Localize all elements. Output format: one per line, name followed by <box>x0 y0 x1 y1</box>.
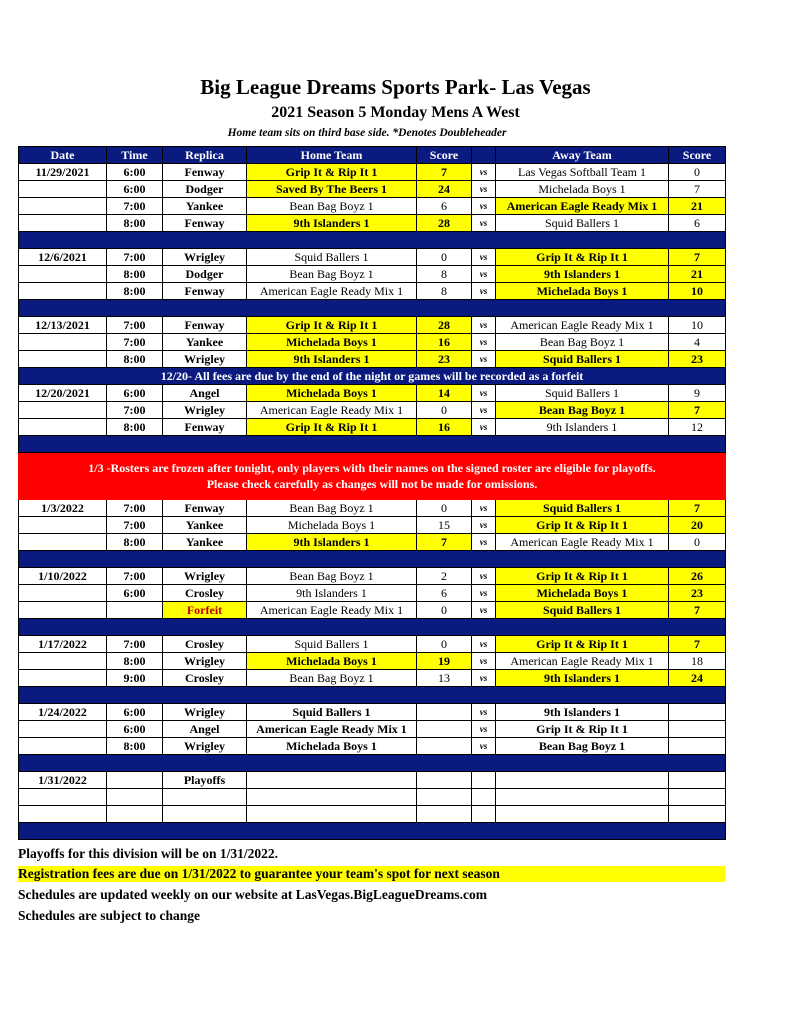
home-team-cell: Michelada Boys 1 <box>247 517 417 534</box>
vs-cell: vs <box>472 568 496 585</box>
vs-cell: vs <box>472 266 496 283</box>
away-score-cell: 18 <box>669 653 726 670</box>
home-team-cell <box>247 806 417 823</box>
home-team-cell: Grip It & Rip It 1 <box>247 419 417 436</box>
footer-website-note: Schedules are updated weekly on our website at LasVegas.BigLeagueDreams.com <box>18 887 488 902</box>
table-row <box>19 198 726 215</box>
vs-cell: vs <box>472 517 496 534</box>
replica-cell: Fenway <box>163 283 247 300</box>
away-team-cell: 9th Islanders 1 <box>496 704 669 721</box>
table-row <box>19 385 726 402</box>
notice-banner: 12/20- All fees are due by the end of the night or games will be recorded as a forfeit <box>19 368 726 385</box>
table-row <box>19 500 726 517</box>
time-cell: 6:00 <box>107 181 163 198</box>
replica-cell: Dodger <box>163 181 247 198</box>
replica-cell: Wrigley <box>163 351 247 368</box>
date-cell: 1/24/2022 <box>19 704 107 721</box>
date-cell <box>19 215 107 232</box>
col-header-date: Date <box>19 147 107 164</box>
time-cell: 6:00 <box>107 721 163 738</box>
date-cell <box>19 402 107 419</box>
away-score-cell: 0 <box>669 534 726 551</box>
away-score-cell: 12 <box>669 419 726 436</box>
col-header-home-score: Score <box>417 147 472 164</box>
vs-cell: vs <box>472 721 496 738</box>
replica-cell: Crosley <box>163 636 247 653</box>
vs-cell: vs <box>472 402 496 419</box>
table-row <box>19 419 726 436</box>
away-score-cell: 4 <box>669 334 726 351</box>
replica-cell: Angel <box>163 385 247 402</box>
replica-cell: Dodger <box>163 266 247 283</box>
replica-cell: Angel <box>163 721 247 738</box>
roster-alert-line-2: Please check carefully as changes will not be made for omissions. <box>206 477 538 491</box>
table-row <box>19 704 726 721</box>
home-team-cell: Bean Bag Boyz 1 <box>247 266 417 283</box>
time-cell: 9:00 <box>107 670 163 687</box>
time-cell: 8:00 <box>107 738 163 755</box>
date-cell <box>19 517 107 534</box>
col-header-home-team: Home Team <box>247 147 417 164</box>
vs-cell: vs <box>472 215 496 232</box>
table-row <box>19 636 726 653</box>
home-score-cell: 2 <box>417 568 472 585</box>
home-score-cell: 0 <box>417 402 472 419</box>
away-team-cell: Grip It & Rip It 1 <box>496 517 669 534</box>
home-score-cell: 7 <box>417 164 472 181</box>
home-score-cell <box>417 772 472 789</box>
away-score-cell: 7 <box>669 636 726 653</box>
vs-cell: vs <box>472 317 496 334</box>
col-header-away-score: Score <box>669 147 726 164</box>
home-score-cell: 6 <box>417 585 472 602</box>
home-score-cell: 7 <box>417 534 472 551</box>
vs-cell: vs <box>472 164 496 181</box>
col-header-away-team: Away Team <box>496 147 669 164</box>
time-cell: 7:00 <box>107 317 163 334</box>
date-cell <box>19 738 107 755</box>
away-team-cell: Bean Bag Boyz 1 <box>496 402 669 419</box>
time-cell: 7:00 <box>107 500 163 517</box>
away-team-cell: Squid Ballers 1 <box>496 351 669 368</box>
date-cell <box>19 181 107 198</box>
separator-row <box>19 300 726 317</box>
table-row <box>19 402 726 419</box>
vs-cell: vs <box>472 181 496 198</box>
time-cell <box>107 789 163 806</box>
away-score-cell: 6 <box>669 215 726 232</box>
vs-cell: vs <box>472 585 496 602</box>
home-score-cell: 0 <box>417 500 472 517</box>
table-row <box>19 266 726 283</box>
vs-cell: vs <box>472 653 496 670</box>
home-team-cell: American Eagle Ready Mix 1 <box>247 721 417 738</box>
separator-cell <box>19 687 726 704</box>
date-cell <box>19 534 107 551</box>
time-cell: 6:00 <box>107 704 163 721</box>
date-cell: 11/29/2021 <box>19 164 107 181</box>
roster-alert-row <box>19 453 726 500</box>
home-team-cell: 9th Islanders 1 <box>247 585 417 602</box>
replica-cell: Wrigley <box>163 738 247 755</box>
separator-row <box>19 436 726 453</box>
home-score-cell: 24 <box>417 181 472 198</box>
vs-cell: vs <box>472 500 496 517</box>
date-cell <box>19 198 107 215</box>
home-score-cell: 15 <box>417 517 472 534</box>
table-row <box>19 317 726 334</box>
vs-cell: vs <box>472 534 496 551</box>
time-cell: 8:00 <box>107 653 163 670</box>
replica-cell: Yankee <box>163 534 247 551</box>
home-team-cell: Squid Ballers 1 <box>247 249 417 266</box>
away-team-cell: Las Vegas Softball Team 1 <box>496 164 669 181</box>
vs-cell: vs <box>472 419 496 436</box>
home-team-cell: Michelada Boys 1 <box>247 385 417 402</box>
home-team-cell: Bean Bag Boyz 1 <box>247 568 417 585</box>
date-cell: 12/6/2021 <box>19 249 107 266</box>
separator-row <box>19 619 726 636</box>
vs-cell: vs <box>472 636 496 653</box>
time-cell: 8:00 <box>107 266 163 283</box>
time-cell: 6:00 <box>107 164 163 181</box>
table-row <box>19 283 726 300</box>
home-team-cell: 9th Islanders 1 <box>247 215 417 232</box>
away-score-cell: 21 <box>669 266 726 283</box>
table-row <box>19 738 726 755</box>
time-cell: 7:00 <box>107 402 163 419</box>
vs-cell: vs <box>472 334 496 351</box>
time-cell: 6:00 <box>107 385 163 402</box>
time-cell: 8:00 <box>107 419 163 436</box>
home-team-cell: American Eagle Ready Mix 1 <box>247 283 417 300</box>
time-cell <box>107 602 163 619</box>
page-title: Big League Dreams Sports Park- Las Vegas <box>200 75 591 99</box>
separator-cell <box>19 619 726 636</box>
home-score-cell: 19 <box>417 653 472 670</box>
away-team-cell: 9th Islanders 1 <box>496 670 669 687</box>
table-row <box>19 602 726 619</box>
away-score-cell <box>669 721 726 738</box>
col-header-replica: Replica <box>163 147 247 164</box>
home-team-cell: Grip It & Rip It 1 <box>247 317 417 334</box>
time-cell: 8:00 <box>107 534 163 551</box>
away-score-cell <box>669 738 726 755</box>
date-cell: 1/3/2022 <box>19 500 107 517</box>
separator-row <box>19 551 726 568</box>
date-cell <box>19 283 107 300</box>
date-cell: 1/17/2022 <box>19 636 107 653</box>
away-team-cell: 9th Islanders 1 <box>496 419 669 436</box>
replica-cell: Fenway <box>163 164 247 181</box>
table-row <box>19 772 726 789</box>
footer-registration-note: Registration fees are due on 1/31/2022 to guarantee your team's spot for next season <box>18 866 725 882</box>
replica-cell: Forfeit <box>163 602 247 619</box>
away-score-cell <box>669 806 726 823</box>
table-row <box>19 806 726 823</box>
away-team-cell <box>496 789 669 806</box>
away-score-cell: 7 <box>669 181 726 198</box>
col-header-time: Time <box>107 147 163 164</box>
away-team-cell: Michelada Boys 1 <box>496 181 669 198</box>
time-cell: 8:00 <box>107 351 163 368</box>
footer-change-note: Schedules are subject to change <box>18 908 200 923</box>
page-subtitle: 2021 Season 5 Monday Mens A West <box>271 104 520 121</box>
table-row <box>19 585 726 602</box>
separator-cell <box>19 551 726 568</box>
replica-cell: Wrigley <box>163 402 247 419</box>
away-score-cell: 23 <box>669 351 726 368</box>
away-team-cell: 9th Islanders 1 <box>496 266 669 283</box>
home-score-cell: 8 <box>417 266 472 283</box>
home-score-cell: 28 <box>417 317 472 334</box>
date-cell <box>19 653 107 670</box>
table-header-row <box>19 147 726 164</box>
time-cell: 7:00 <box>107 517 163 534</box>
vs-cell: vs <box>472 738 496 755</box>
date-cell <box>19 266 107 283</box>
home-team-cell: Michelada Boys 1 <box>247 738 417 755</box>
away-team-cell: American Eagle Ready Mix 1 <box>496 534 669 551</box>
vs-cell: vs <box>472 385 496 402</box>
roster-alert-line-1: 1/3 -Rosters are frozen after tonight, only players with their names on the signed roster are eligible for playoffs. <box>88 461 656 475</box>
time-cell: 7:00 <box>107 249 163 266</box>
separator-cell <box>19 232 726 249</box>
table-row <box>19 534 726 551</box>
home-team-cell: Michelada Boys 1 <box>247 334 417 351</box>
replica-cell: Wrigley <box>163 704 247 721</box>
date-cell <box>19 789 107 806</box>
away-score-cell: 9 <box>669 385 726 402</box>
replica-cell: Yankee <box>163 198 247 215</box>
away-team-cell: Michelada Boys 1 <box>496 283 669 300</box>
away-score-cell <box>669 772 726 789</box>
away-team-cell: American Eagle Ready Mix 1 <box>496 653 669 670</box>
vs-cell: vs <box>472 351 496 368</box>
away-score-cell: 7 <box>669 249 726 266</box>
replica-cell: Wrigley <box>163 249 247 266</box>
away-score-cell <box>669 789 726 806</box>
time-cell: 8:00 <box>107 215 163 232</box>
home-score-cell: 6 <box>417 198 472 215</box>
away-team-cell: Bean Bag Boyz 1 <box>496 738 669 755</box>
home-score-cell: 0 <box>417 636 472 653</box>
away-team-cell <box>496 772 669 789</box>
time-cell: 7:00 <box>107 334 163 351</box>
table-row <box>19 721 726 738</box>
away-team-cell: American Eagle Ready Mix 1 <box>496 198 669 215</box>
away-score-cell: 7 <box>669 500 726 517</box>
table-row <box>19 789 726 806</box>
home-score-cell: 13 <box>417 670 472 687</box>
date-cell <box>19 806 107 823</box>
away-team-cell: Grip It & Rip It 1 <box>496 721 669 738</box>
away-team-cell: Squid Ballers 1 <box>496 385 669 402</box>
home-team-cell: Bean Bag Boyz 1 <box>247 670 417 687</box>
away-team-cell: Grip It & Rip It 1 <box>496 568 669 585</box>
replica-cell: Crosley <box>163 585 247 602</box>
away-team-cell: Squid Ballers 1 <box>496 500 669 517</box>
date-cell <box>19 334 107 351</box>
away-score-cell: 24 <box>669 670 726 687</box>
date-cell <box>19 419 107 436</box>
away-team-cell: Michelada Boys 1 <box>496 585 669 602</box>
date-cell <box>19 585 107 602</box>
separator-row <box>19 823 726 840</box>
home-score-cell: 16 <box>417 419 472 436</box>
home-team-cell: Bean Bag Boyz 1 <box>247 198 417 215</box>
header-note: Home team sits on third base side. *Denotes Doubleheader <box>227 127 507 139</box>
replica-cell: Fenway <box>163 500 247 517</box>
home-score-cell <box>417 721 472 738</box>
time-cell <box>107 772 163 789</box>
replica-cell: Playoffs <box>163 772 247 789</box>
away-team-cell: American Eagle Ready Mix 1 <box>496 317 669 334</box>
date-cell <box>19 721 107 738</box>
vs-cell: vs <box>472 602 496 619</box>
away-score-cell <box>669 704 726 721</box>
replica-cell: Crosley <box>163 670 247 687</box>
col-header-vs <box>472 147 496 164</box>
table-row <box>19 164 726 181</box>
away-score-cell: 26 <box>669 568 726 585</box>
date-cell: 12/20/2021 <box>19 385 107 402</box>
away-team-cell: Squid Ballers 1 <box>496 215 669 232</box>
table-row <box>19 334 726 351</box>
away-team-cell: Squid Ballers 1 <box>496 602 669 619</box>
home-team-cell: Michelada Boys 1 <box>247 653 417 670</box>
table-row <box>19 249 726 266</box>
away-score-cell: 7 <box>669 602 726 619</box>
table-row <box>19 568 726 585</box>
separator-cell <box>19 300 726 317</box>
replica-cell <box>163 789 247 806</box>
home-team-cell: American Eagle Ready Mix 1 <box>247 602 417 619</box>
date-cell: 1/31/2022 <box>19 772 107 789</box>
away-team-cell: Grip It & Rip It 1 <box>496 249 669 266</box>
replica-cell: Wrigley <box>163 653 247 670</box>
separator-cell <box>19 823 726 840</box>
table-row <box>19 181 726 198</box>
date-cell: 12/13/2021 <box>19 317 107 334</box>
time-cell <box>107 806 163 823</box>
time-cell: 7:00 <box>107 568 163 585</box>
home-team-cell: American Eagle Ready Mix 1 <box>247 402 417 419</box>
time-cell: 6:00 <box>107 585 163 602</box>
home-score-cell: 0 <box>417 249 472 266</box>
footer-playoffs-note: Playoffs for this division will be on 1/31/2022. <box>18 846 279 861</box>
date-cell: 1/10/2022 <box>19 568 107 585</box>
replica-cell: Wrigley <box>163 568 247 585</box>
home-score-cell: 0 <box>417 602 472 619</box>
replica-cell: Yankee <box>163 517 247 534</box>
away-team-cell: Bean Bag Boyz 1 <box>496 334 669 351</box>
date-cell <box>19 670 107 687</box>
home-team-cell: Squid Ballers 1 <box>247 636 417 653</box>
schedule-table <box>18 146 726 840</box>
away-score-cell: 10 <box>669 283 726 300</box>
away-team-cell <box>496 806 669 823</box>
table-row <box>19 670 726 687</box>
home-team-cell <box>247 772 417 789</box>
vs-cell <box>472 789 496 806</box>
separator-row <box>19 232 726 249</box>
home-team-cell: Grip It & Rip It 1 <box>247 164 417 181</box>
table-row <box>19 215 726 232</box>
vs-cell <box>472 806 496 823</box>
time-cell: 7:00 <box>107 636 163 653</box>
home-team-cell: Squid Ballers 1 <box>247 704 417 721</box>
away-score-cell: 10 <box>669 317 726 334</box>
away-score-cell: 21 <box>669 198 726 215</box>
vs-cell: vs <box>472 249 496 266</box>
away-score-cell: 20 <box>669 517 726 534</box>
vs-cell: vs <box>472 198 496 215</box>
separator-row <box>19 687 726 704</box>
replica-cell: Fenway <box>163 215 247 232</box>
separator-cell <box>19 436 726 453</box>
away-score-cell: 7 <box>669 402 726 419</box>
time-cell: 7:00 <box>107 198 163 215</box>
separator-row <box>19 755 726 772</box>
away-score-cell: 0 <box>669 164 726 181</box>
date-cell <box>19 351 107 368</box>
home-score-cell: 14 <box>417 385 472 402</box>
replica-cell <box>163 806 247 823</box>
table-row <box>19 351 726 368</box>
table-row <box>19 517 726 534</box>
home-team-cell: Saved By The Beers 1 <box>247 181 417 198</box>
replica-cell: Fenway <box>163 317 247 334</box>
roster-alert <box>19 453 726 500</box>
time-cell: 8:00 <box>107 283 163 300</box>
home-score-cell <box>417 704 472 721</box>
vs-cell: vs <box>472 670 496 687</box>
away-score-cell: 23 <box>669 585 726 602</box>
date-cell <box>19 602 107 619</box>
notice-banner-row <box>19 368 726 385</box>
replica-cell: Fenway <box>163 419 247 436</box>
vs-cell <box>472 772 496 789</box>
home-score-cell: 8 <box>417 283 472 300</box>
home-team-cell: Bean Bag Boyz 1 <box>247 500 417 517</box>
home-score-cell <box>417 738 472 755</box>
home-score-cell <box>417 789 472 806</box>
home-team-cell: 9th Islanders 1 <box>247 351 417 368</box>
vs-cell: vs <box>472 283 496 300</box>
home-team-cell: 9th Islanders 1 <box>247 534 417 551</box>
home-score-cell <box>417 806 472 823</box>
separator-cell <box>19 755 726 772</box>
home-score-cell: 16 <box>417 334 472 351</box>
away-team-cell: Grip It & Rip It 1 <box>496 636 669 653</box>
vs-cell: vs <box>472 704 496 721</box>
home-score-cell: 28 <box>417 215 472 232</box>
replica-cell: Yankee <box>163 334 247 351</box>
home-team-cell <box>247 789 417 806</box>
home-score-cell: 23 <box>417 351 472 368</box>
table-row <box>19 653 726 670</box>
